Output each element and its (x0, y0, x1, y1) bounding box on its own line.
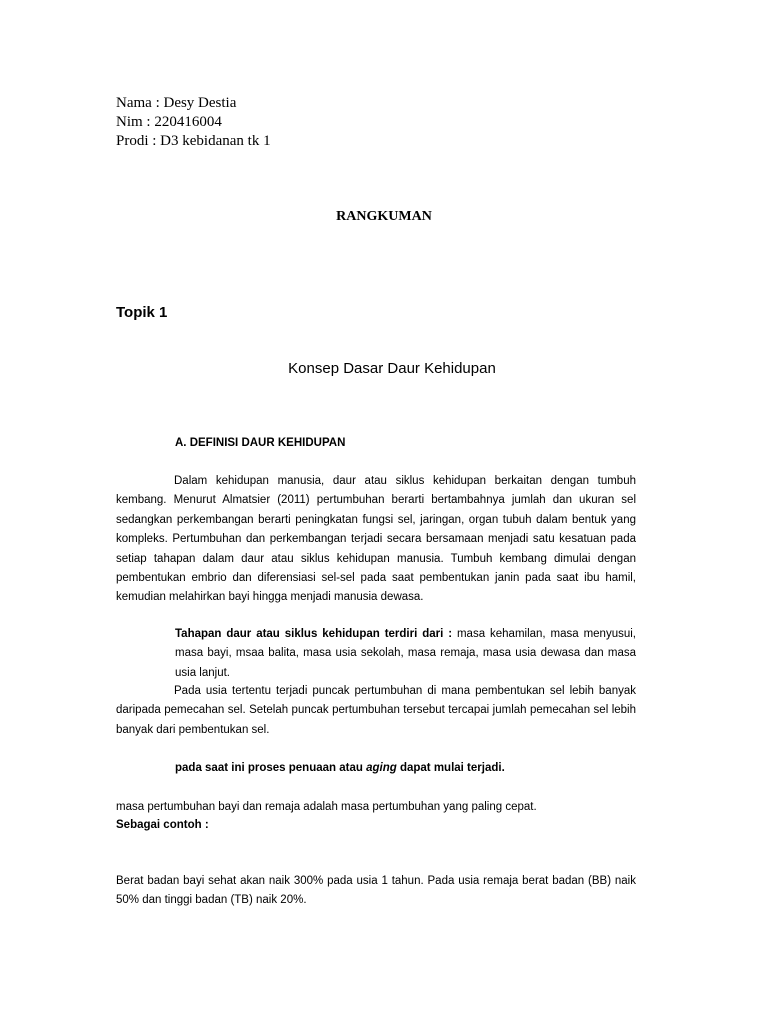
aging-note (175, 759, 636, 778)
document-title: RANGKUMAN (336, 209, 432, 224)
stages-label: Tahapan daur atau siklus kehidupan terdiri dari : (175, 628, 453, 640)
study-program: Prodi : D3 kebidanan tk 1 (116, 133, 271, 149)
definition-paragraph: Dalam kehidupan manusia, daur atau siklus kehidupan berkaitan dengan tumbuh kembang. Menurut Almatsier (2011) pertumbuhan berarti bertambahnya jumlah dan ukuran sel sedangkan perkembangan berarti peningkatan fungsi sel, jaringan, organ tubuh dalam bentuk yang kompleks. Pertumbuhan dan perkembangan terjadi secara bersamaan menjadi satu kesatuan pada setiap tahapan dalam daur atau siklus kehidupan manusia. Tumbuh kembang dimulai dengan pembentukan embrio dan diferensiasi sel-sel pada saat pembentukan janin pada saat ibu hamil, kemudian melahirkan bayi hingga menjadi manusia dewasa. (116, 475, 636, 604)
stages-paragraph (175, 625, 636, 683)
topic-subtitle: Konsep Dasar Daur Kehidupan (288, 360, 496, 377)
stages-text: masa kehamilan, masa menyusui, masa bayi, msaa balita, masa usia sekolah, masa remaja, masa usia dewasa dan masa usia lanjut. (175, 628, 636, 679)
growth-line: masa pertumbuhan bayi dan remaja adalah masa pertumbuhan yang paling cepat. (116, 801, 537, 813)
growth-peak-paragraph: Pada usia tertentu terjadi puncak pertumbuhan di mana pembentukan sel lebih banyak daripada pemecahan sel. Setelah puncak pertumbuhan tersebut tercapai jumlah pemecahan sel lebih banyak dari pembentukan sel. (116, 685, 636, 736)
section-heading: A. DEFINISI DAUR KEHIDUPAN (175, 437, 346, 449)
aging-after: dapat mulai terjadi. (396, 762, 505, 774)
aging-before: pada saat ini proses penuaan atau (175, 762, 367, 774)
topic-heading: Topik 1 (116, 304, 168, 321)
student-id: Nim : 220416004 (116, 114, 222, 130)
aging-term: aging (366, 762, 397, 774)
example-label: Sebagai contoh : (116, 819, 209, 831)
example-paragraph: Berat badan bayi sehat akan naik 300% pada usia 1 tahun. Pada usia remaja berat badan (BB) naik 50% dan tinggi badan (TB) naik 20%. (116, 875, 636, 907)
student-name: Nama : Desy Destia (116, 95, 237, 111)
